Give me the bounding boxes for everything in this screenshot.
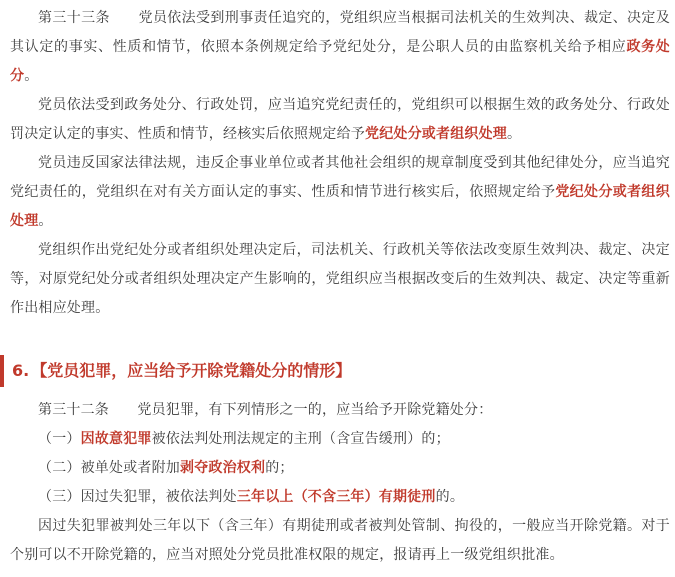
item-3-prefix: （三）因过失犯罪，被依法判处 [38,489,237,505]
article-33-p3-end: 。 [38,213,53,229]
article-33-block [10,4,670,323]
item-1-emphasis: 因故意犯罪 [80,431,152,447]
article-32-title: 第三十二条 [38,402,109,418]
item-3-emphasis: 三年以上（不含三年）有期徒刑 [236,489,436,505]
section-6-title: 【党员犯罪，应当给予开除党籍处分的情形】 [31,361,352,380]
section-6-number: 6. [12,361,30,380]
article-33-p1-text: 党员依法受到刑事责任追究的，党组织应当根据司法机关的生效判决、裁定、决定及其认定的事实、性质和情节，依照本条例规定给予党纪处分，是公职人员的由监察机关给予相应 [10,10,670,55]
article-33-p2-end: 。 [507,126,522,142]
section-6-heading [0,355,675,387]
article-32-item-1 [10,425,670,454]
article-33-paragraph-3 [10,149,670,236]
item-2-emphasis: 剥夺政治权利 [180,460,266,476]
article-33-p3-text: 党员违反国家法律法规，违反企事业单位或者其他社会组织的规章制度受到其他纪律处分，应当追究党纪责任的，党组织在对有关方面认定的事实、性质和情节进行核实后，依照规定给予 [10,155,670,200]
item-1-text: 被依法判处刑法规定的主刑（含宣告缓刑）的； [151,431,450,447]
article-33-p2-emphasis: 党纪处分或者组织处理 [365,126,507,142]
article-33-p1-emphasis: 政务处分 [10,39,670,84]
article-33-paragraph-1 [10,4,670,91]
article-33-p3-emphasis: 党纪处分或者组织处理 [10,184,670,229]
item-2-prefix: （二）被单处或者附加 [38,460,180,476]
article-33-title: 第三十三条 [38,10,110,26]
article-33-p2-text: 党员依法受到政务处分、行政处罚，应当追究党纪责任的，党组织可以根据生效的政务处分、行政处罚决定认定的事实、性质和情节，经核实后依照规定给予 [10,97,670,142]
article-32-block [10,396,670,570]
article-33-p4-text: 党组织作出党纪处分或者组织处理决定后，司法机关、行政机关等依法改变原生效判决、裁定、决定等，对原党纪处分或者组织处理决定产生影响的，党组织应当根据改变后的生效判决、裁定、决定等重新作出相应处理。 [10,242,670,316]
article-33-paragraph-2 [10,91,670,149]
article-33-p1-end: 。 [24,68,39,84]
article-32-closing [10,512,670,570]
article-32-item-3 [10,483,670,512]
article-32-closing-text: 因过失犯罪被判处三年以下（含三年）有期徒刑或者被判处管制、拘役的，一般应当开除党籍。对于个别可以不开除党籍的，应当对照处分党员批准权限的规定，报请再上一级党组织批准。 [10,518,670,563]
article-33-paragraph-4 [10,236,670,323]
article-32-intro [10,396,670,425]
item-1-prefix: （一） [38,431,81,447]
item-2-text: 的； [265,460,294,476]
article-32-intro-text: 党员犯罪，有下列情形之一的，应当给予开除党籍处分： [137,402,493,418]
article-32-item-2 [10,454,670,483]
item-3-text: 的。 [435,489,465,505]
